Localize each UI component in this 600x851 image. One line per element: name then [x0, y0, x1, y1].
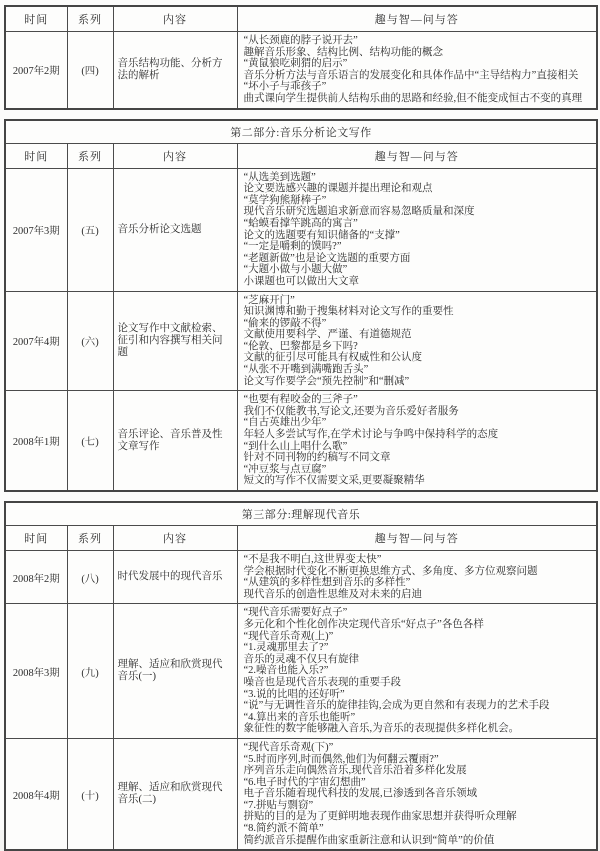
qa-line: 电子音乐随着现代科技的发展,已渗透到各音乐领域	[243, 788, 478, 800]
qa-line: “冲豆浆与点豆腐”	[243, 463, 327, 475]
qa-cell	[237, 168, 597, 291]
qa-line: “2.噪音也能入乐?”	[243, 665, 329, 677]
qa-line: “1.灵魂那里去了?”	[243, 642, 329, 654]
qa-line: 我们不仅能教书,写论文,还要为音乐爱好者服务	[243, 405, 459, 417]
content-cell: 音乐评论、音乐普及性文章写作	[113, 391, 237, 491]
column-header-content: 内容	[113, 143, 237, 168]
qa-cell	[237, 391, 597, 491]
series-cell: (六)	[67, 291, 113, 391]
time-cell: 2007年2期	[5, 32, 67, 109]
section-title: 第二部分:音乐分析论文写作	[5, 120, 597, 144]
series-cell: (九)	[67, 604, 113, 739]
qa-line: “6.电子时代的宇宙幻想曲”	[243, 776, 366, 788]
qa-line: 象征性的数字能够融入音乐,为音乐的表现提供多样化机会。	[243, 723, 520, 735]
column-header-content: 内容	[113, 526, 237, 551]
qa-line: “现代音乐需要好点子”	[243, 607, 348, 619]
qa-line: “现代音乐奇观(下)”	[243, 741, 334, 753]
qa-line: 现代音乐研究选题追求新意而容易忽略质量和深度	[243, 206, 475, 218]
qa-line: 论文写作要学会“预先控制”和“删减”	[243, 375, 410, 387]
qa-line: 简约派音乐提醒作曲家重新注意和认识到“简单”的价值	[243, 834, 495, 846]
periodical-table	[4, 119, 598, 492]
column-header-qa: 趣与智—问与答	[237, 6, 597, 32]
header-row	[5, 526, 597, 551]
qa-line: “坏小子与乖孩子”	[243, 81, 327, 93]
column-header-series: 系列	[67, 6, 113, 32]
table-row	[5, 738, 597, 850]
qa-line: “芝麻开门”	[243, 294, 295, 306]
qa-line: 拼贴的目的是为了更鲜明地表现作曲家思想并获得听众理解	[243, 811, 517, 823]
qa-cell	[237, 32, 597, 109]
qa-line: 多元化和个性化创作决定现代音乐“好点子”各色各样	[243, 618, 484, 630]
content-cell: 理解、适应和欣赏现代音乐(二)	[113, 738, 237, 850]
qa-line: “现代音乐奇观(上)”	[243, 630, 334, 642]
qa-line: 现代音乐的创造性思维及对未来的启迪	[243, 588, 422, 600]
column-header-series: 系列	[67, 143, 113, 168]
column-header-series: 系列	[67, 526, 113, 551]
section-title-row	[5, 120, 597, 144]
qa-line: 音乐分析方法与音乐语言的发展变化和具体作品中“主导结构力”直接相关	[243, 69, 579, 81]
content-cell: 论文写作中文献检索、征引和内容撰写相关问题	[113, 291, 237, 391]
header-row	[5, 6, 597, 32]
qa-line: “从长颈鹿的脖子说开去”	[243, 35, 358, 46]
qa-line: 年轻人多尝试写作,在学术讨论与争鸣中保持科学的态度	[243, 429, 499, 441]
column-header-time: 时间	[5, 143, 67, 168]
qa-cell	[237, 738, 597, 850]
qa-line: 小课题也可以做出大文章	[243, 275, 359, 287]
table-row	[5, 32, 597, 109]
qa-line: “黄鼠狼吃刺猬的启示”	[243, 58, 348, 70]
column-header-content: 内容	[113, 6, 237, 32]
qa-line: “8.简约派不简单”	[243, 823, 324, 835]
content-cell: 时代发展中的现代音乐	[113, 551, 237, 604]
header-row	[5, 143, 597, 168]
table-row	[5, 168, 597, 291]
qa-line: “自古英雄出少年”	[243, 417, 327, 429]
content-cell: 音乐分析论文选题	[113, 168, 237, 291]
time-cell: 2008年4期	[5, 738, 67, 850]
qa-line: “大题小做与小题大做”	[243, 264, 348, 276]
qa-line: “一定是嚼剩的馍吗?”	[243, 241, 342, 253]
qa-cell	[237, 291, 597, 391]
column-header-qa: 趣与智—问与答	[237, 526, 597, 551]
qa-line: “不是我不明白,这世界变太快”	[243, 554, 382, 565]
qa-line: 文献的征引尽可能具有权威性和公认度	[243, 352, 422, 364]
table-row	[5, 551, 597, 604]
qa-line: “也要有程咬金的三斧子”	[243, 394, 358, 406]
qa-line: “莫学狗熊掰棒子”	[243, 194, 327, 206]
qa-line: “从建筑的多样性想到音乐的多样性”	[243, 577, 411, 589]
qa-line: “7.拼贴与剽窃”	[243, 799, 314, 811]
qa-line: 短文的写作不仅需要文采,更要凝聚精华	[243, 475, 425, 487]
qa-line: 曲式课向学生提供前人结构乐曲的思路和经验,但不能变成恒古不变的真理	[243, 92, 583, 104]
content-cell: 音乐结构功能、分析方法的解析	[113, 32, 237, 109]
qa-line: “3.说的比唱的还好听”	[243, 688, 345, 700]
series-cell: (八)	[67, 551, 113, 604]
qa-line: “说”与无调性音乐的旋律挂钩,会成为更自然和有表现力的艺术手段	[243, 700, 550, 712]
periodical-table	[4, 501, 598, 851]
qa-line: 论文的选题要有知识储备的“支撑”	[243, 229, 400, 241]
series-cell: (十)	[67, 738, 113, 850]
series-cell: (五)	[67, 168, 113, 291]
qa-line: 噪音也是现代音乐表现的重要手段	[243, 676, 401, 688]
qa-line: 学会根据时代变化不断更换思维方式、多角度、多方位观察问题	[243, 565, 538, 577]
qa-line: “从张不开嘴到满嘴跑舌头”	[243, 364, 369, 376]
qa-line: “5.时而序列,时而偶然,他们为何翻云覆雨?”	[243, 753, 439, 765]
qa-cell	[237, 551, 597, 604]
content-cell: 理解、适应和欣赏现代音乐(一)	[113, 604, 237, 739]
time-cell: 2008年1期	[5, 391, 67, 491]
qa-line: “蛤蟆看撑竿跳高的寓言”	[243, 217, 358, 229]
qa-line: 音乐的灵魂不仅只有旋律	[243, 653, 359, 665]
table-row	[5, 604, 597, 739]
time-cell: 2008年3期	[5, 604, 67, 739]
qa-line: 论文要选感兴趣的课题并提出理论和观点	[243, 183, 433, 195]
qa-cell	[237, 604, 597, 739]
tables-container	[4, 5, 596, 851]
series-cell: (七)	[67, 391, 113, 491]
column-header-time: 时间	[5, 6, 67, 32]
qa-line: “4.算出来的音乐也能听”	[243, 711, 356, 723]
qa-line: “到什么山上唱什么歌”	[243, 440, 348, 452]
qa-line: “伦敦、巴黎都是乡下吗?	[243, 340, 358, 352]
qa-line: “老题新做”也是论文选题的重要方面	[243, 252, 411, 264]
column-header-time: 时间	[5, 526, 67, 551]
time-cell: 2007年4期	[5, 291, 67, 391]
section-title-row	[5, 502, 597, 526]
column-header-qa: 趣与智—问与答	[237, 143, 597, 168]
qa-line: 针对不同刊物的约稿写不同文章	[243, 452, 391, 464]
periodical-table	[4, 5, 598, 110]
section-title: 第三部分:理解现代音乐	[5, 502, 597, 526]
qa-line: 知识渊博和勤于搜集材料对论文写作的重要性	[243, 306, 454, 318]
table-row	[5, 291, 597, 391]
qa-line: “偷来的锣敲不得”	[243, 317, 327, 329]
qa-line: “从选美到选题”	[243, 171, 316, 183]
table-row	[5, 391, 597, 491]
time-cell: 2008年2期	[5, 551, 67, 604]
series-cell: (四)	[67, 32, 113, 109]
qa-line: 趣解音乐形象、结构比例、结构功能的概念	[243, 46, 443, 58]
qa-line: 文献使用要科学、严谨、有道德规范	[243, 329, 412, 341]
qa-line: 序列音乐走向偶然音乐,现代音乐沿着多样化发展	[243, 765, 467, 777]
time-cell: 2007年3期	[5, 168, 67, 291]
